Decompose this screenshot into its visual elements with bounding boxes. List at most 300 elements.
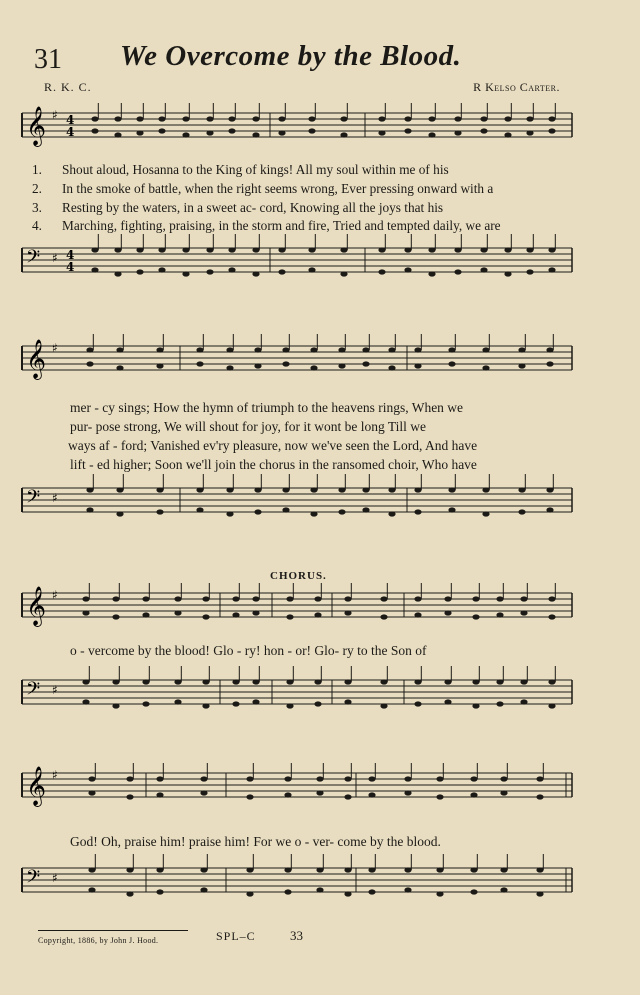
note-head bbox=[388, 487, 395, 492]
note-head bbox=[126, 867, 133, 872]
note-head bbox=[500, 887, 507, 892]
note-head bbox=[206, 130, 213, 135]
note-head bbox=[156, 867, 163, 872]
note-head bbox=[136, 116, 143, 121]
verse-text: In the smoke of battle, when the right seems wrong, Ever pressing onward with a bbox=[62, 181, 494, 196]
note-head bbox=[246, 776, 253, 781]
note-head bbox=[156, 776, 163, 781]
note-head bbox=[448, 361, 455, 366]
note-head bbox=[116, 487, 123, 492]
note-head bbox=[174, 596, 181, 601]
note-head bbox=[518, 487, 525, 492]
verse-3 bbox=[32, 200, 572, 216]
note-head bbox=[158, 128, 165, 133]
note-head bbox=[91, 116, 98, 121]
note-head bbox=[202, 703, 209, 708]
note-head bbox=[338, 363, 345, 368]
note-head bbox=[362, 507, 369, 512]
note-head bbox=[518, 347, 525, 352]
note-head bbox=[226, 365, 233, 370]
note-head bbox=[310, 347, 317, 352]
note-head bbox=[444, 699, 451, 704]
note-head bbox=[472, 679, 479, 684]
note-head bbox=[158, 267, 165, 272]
note-head bbox=[546, 347, 553, 352]
note-head bbox=[338, 509, 345, 514]
note-head bbox=[82, 699, 89, 704]
note-head bbox=[344, 679, 351, 684]
footer-rule bbox=[38, 930, 188, 931]
note-head bbox=[344, 596, 351, 601]
note-head bbox=[546, 507, 553, 512]
note-head bbox=[362, 347, 369, 352]
note-head bbox=[482, 365, 489, 370]
note-head bbox=[378, 247, 385, 252]
note-head bbox=[196, 361, 203, 366]
note-head bbox=[282, 487, 289, 492]
note-head bbox=[116, 347, 123, 352]
page-number: 33 bbox=[290, 928, 303, 943]
note-head bbox=[454, 269, 461, 274]
note-head bbox=[496, 596, 503, 601]
note-head bbox=[308, 116, 315, 121]
note-head bbox=[404, 116, 411, 121]
note-head bbox=[472, 596, 479, 601]
note-head bbox=[548, 247, 555, 252]
note-head bbox=[536, 891, 543, 896]
note-head bbox=[414, 347, 421, 352]
note-head bbox=[314, 701, 321, 706]
key-sharp-icon: ♯ bbox=[52, 768, 58, 782]
note-head bbox=[252, 247, 259, 252]
note-head bbox=[428, 132, 435, 137]
note-head bbox=[156, 347, 163, 352]
note-head bbox=[496, 612, 503, 617]
note-head bbox=[156, 889, 163, 894]
plate-code: SPL–C bbox=[216, 929, 256, 943]
bass-clef-icon: 𝄢 bbox=[26, 867, 41, 892]
note-head bbox=[378, 116, 385, 121]
note-head bbox=[206, 247, 213, 252]
note-head bbox=[378, 269, 385, 274]
note-head bbox=[278, 130, 285, 135]
note-head bbox=[278, 116, 285, 121]
treble-clef-icon: 𝄞 bbox=[26, 586, 47, 626]
note-head bbox=[284, 792, 291, 797]
verse-cont-3: ways af - ford; Vanished ev'ry pleasure, now we've seen the Lord, And have bbox=[68, 438, 478, 453]
note-head bbox=[228, 116, 235, 121]
note-head bbox=[86, 507, 93, 512]
note-head bbox=[286, 703, 293, 708]
note-head bbox=[428, 271, 435, 276]
note-head bbox=[520, 679, 527, 684]
note-head bbox=[526, 269, 533, 274]
note-head bbox=[504, 247, 511, 252]
note-head bbox=[388, 365, 395, 370]
note-head bbox=[436, 794, 443, 799]
note-head bbox=[380, 596, 387, 601]
chorus-label: CHORUS. bbox=[270, 570, 327, 582]
verse-number: 4. bbox=[32, 218, 42, 233]
note-head bbox=[368, 776, 375, 781]
note-head bbox=[414, 701, 421, 706]
note-head bbox=[500, 776, 507, 781]
note-head bbox=[88, 867, 95, 872]
note-head bbox=[472, 703, 479, 708]
note-head bbox=[158, 116, 165, 121]
note-head bbox=[142, 612, 149, 617]
key-sharp-icon: ♯ bbox=[52, 871, 58, 885]
note-head bbox=[278, 269, 285, 274]
note-head bbox=[340, 247, 347, 252]
note-head bbox=[91, 128, 98, 133]
note-head bbox=[470, 776, 477, 781]
note-head bbox=[548, 116, 555, 121]
note-head bbox=[202, 596, 209, 601]
note-head bbox=[200, 790, 207, 795]
verse-text: Shout aloud, Hosanna to the King of kings! All my soul within me of his bbox=[62, 162, 449, 177]
note-head bbox=[126, 794, 133, 799]
note-head bbox=[156, 509, 163, 514]
note-head bbox=[470, 867, 477, 872]
note-head bbox=[414, 363, 421, 368]
note-head bbox=[82, 679, 89, 684]
note-head bbox=[254, 363, 261, 368]
note-head bbox=[344, 891, 351, 896]
note-head bbox=[314, 679, 321, 684]
key-sharp-icon: ♯ bbox=[52, 108, 58, 122]
note-head bbox=[480, 116, 487, 121]
note-head bbox=[340, 132, 347, 137]
note-head bbox=[470, 889, 477, 894]
note-head bbox=[206, 116, 213, 121]
note-head bbox=[444, 596, 451, 601]
note-head bbox=[482, 487, 489, 492]
note-head bbox=[448, 347, 455, 352]
note-head bbox=[414, 596, 421, 601]
treble-clef-icon: 𝄞 bbox=[26, 339, 47, 379]
note-head bbox=[480, 267, 487, 272]
treble-clef-icon: 𝄞 bbox=[26, 106, 47, 146]
note-head bbox=[536, 867, 543, 872]
note-head bbox=[454, 247, 461, 252]
note-head bbox=[344, 794, 351, 799]
note-head bbox=[142, 679, 149, 684]
note-head bbox=[316, 867, 323, 872]
note-head bbox=[226, 487, 233, 492]
verse-cont-4: lift - ed higher; Soon we'll join the chorus in the ransomed choir, Who have bbox=[70, 457, 477, 472]
note-head bbox=[496, 701, 503, 706]
note-head bbox=[282, 361, 289, 366]
note-head bbox=[520, 596, 527, 601]
note-head bbox=[86, 487, 93, 492]
note-head bbox=[344, 610, 351, 615]
note-head bbox=[200, 776, 207, 781]
note-head bbox=[482, 347, 489, 352]
note-head bbox=[362, 361, 369, 366]
note-head bbox=[444, 610, 451, 615]
note-head bbox=[314, 596, 321, 601]
note-head bbox=[136, 269, 143, 274]
note-head bbox=[404, 128, 411, 133]
music-credit: R Kelso Carter. bbox=[473, 80, 560, 94]
note-head bbox=[182, 271, 189, 276]
note-head bbox=[174, 610, 181, 615]
key-sharp-icon: ♯ bbox=[52, 588, 58, 602]
note-head bbox=[368, 792, 375, 797]
note-head bbox=[504, 271, 511, 276]
note-head bbox=[114, 247, 121, 252]
note-head bbox=[156, 363, 163, 368]
note-head bbox=[546, 361, 553, 366]
note-head bbox=[196, 487, 203, 492]
note-head bbox=[368, 889, 375, 894]
note-head bbox=[388, 347, 395, 352]
key-sharp-icon: ♯ bbox=[52, 341, 58, 355]
note-head bbox=[88, 790, 95, 795]
note-head bbox=[536, 794, 543, 799]
note-head bbox=[362, 487, 369, 492]
note-head bbox=[340, 271, 347, 276]
note-head bbox=[206, 269, 213, 274]
note-head bbox=[252, 679, 259, 684]
note-head bbox=[380, 703, 387, 708]
note-head bbox=[88, 887, 95, 892]
note-head bbox=[316, 790, 323, 795]
note-head bbox=[404, 867, 411, 872]
note-head bbox=[404, 267, 411, 272]
note-head bbox=[470, 792, 477, 797]
time-signature-top: 4 bbox=[66, 248, 75, 262]
note-head bbox=[436, 891, 443, 896]
note-head bbox=[448, 507, 455, 512]
note-head bbox=[444, 679, 451, 684]
note-head bbox=[200, 867, 207, 872]
note-head bbox=[388, 511, 395, 516]
verse-4 bbox=[32, 218, 572, 234]
note-head bbox=[548, 128, 555, 133]
note-head bbox=[472, 614, 479, 619]
note-head bbox=[202, 614, 209, 619]
staff-system-3-treble bbox=[0, 585, 640, 635]
note-head bbox=[548, 267, 555, 272]
staff-system-4-bass bbox=[0, 860, 640, 915]
note-head bbox=[316, 776, 323, 781]
verse-1 bbox=[32, 162, 572, 178]
note-head bbox=[338, 347, 345, 352]
note-head bbox=[482, 511, 489, 516]
note-head bbox=[252, 699, 259, 704]
note-head bbox=[246, 867, 253, 872]
verse-number: 1. bbox=[32, 162, 42, 177]
note-head bbox=[548, 596, 555, 601]
note-head bbox=[546, 487, 553, 492]
note-head bbox=[114, 132, 121, 137]
hymn-title: We Overcome by the Blood. bbox=[120, 40, 462, 72]
note-head bbox=[252, 116, 259, 121]
key-sharp-icon: ♯ bbox=[52, 491, 58, 505]
note-head bbox=[232, 612, 239, 617]
staff-system-3-bass bbox=[0, 672, 640, 727]
verse-cont-1: mer - cy sings; How the hymn of triumph to the heavens rings, When we bbox=[70, 400, 464, 415]
note-head bbox=[338, 487, 345, 492]
note-head bbox=[112, 679, 119, 684]
note-head bbox=[404, 776, 411, 781]
note-head bbox=[232, 679, 239, 684]
bass-clef-icon: 𝄢 bbox=[26, 487, 41, 512]
time-signature-bottom: 4 bbox=[66, 125, 75, 139]
note-head bbox=[344, 699, 351, 704]
note-head bbox=[344, 776, 351, 781]
note-head bbox=[226, 511, 233, 516]
verse-2 bbox=[32, 181, 572, 197]
note-head bbox=[112, 703, 119, 708]
note-head bbox=[252, 271, 259, 276]
note-head bbox=[82, 596, 89, 601]
note-head bbox=[526, 116, 533, 121]
note-head bbox=[340, 116, 347, 121]
time-signature-top: 4 bbox=[66, 113, 75, 127]
note-head bbox=[232, 701, 239, 706]
staff-system-2-bass bbox=[0, 480, 640, 535]
note-head bbox=[414, 612, 421, 617]
note-head bbox=[520, 610, 527, 615]
note-head bbox=[496, 679, 503, 684]
note-head bbox=[526, 130, 533, 135]
note-head bbox=[202, 679, 209, 684]
note-head bbox=[282, 347, 289, 352]
note-head bbox=[436, 776, 443, 781]
note-head bbox=[548, 679, 555, 684]
note-head bbox=[404, 790, 411, 795]
bass-clef-icon: 𝄢 bbox=[26, 247, 41, 272]
note-head bbox=[480, 128, 487, 133]
note-head bbox=[518, 363, 525, 368]
note-head bbox=[448, 487, 455, 492]
note-head bbox=[252, 132, 259, 137]
verse-text: Resting by the waters, in a sweet ac- cord, Knowing all the joys that his bbox=[62, 200, 444, 215]
note-head bbox=[136, 130, 143, 135]
note-head bbox=[182, 116, 189, 121]
note-head bbox=[136, 247, 143, 252]
note-head bbox=[156, 487, 163, 492]
note-head bbox=[196, 347, 203, 352]
staff-system-1-bass bbox=[0, 240, 640, 295]
note-head bbox=[112, 614, 119, 619]
time-signature-bottom: 4 bbox=[66, 260, 75, 274]
note-head bbox=[278, 247, 285, 252]
note-head bbox=[252, 610, 259, 615]
note-head bbox=[182, 132, 189, 137]
note-head bbox=[82, 610, 89, 615]
note-head bbox=[88, 776, 95, 781]
note-head bbox=[86, 347, 93, 352]
note-head bbox=[282, 507, 289, 512]
note-head bbox=[86, 361, 93, 366]
note-head bbox=[504, 132, 511, 137]
note-head bbox=[254, 487, 261, 492]
note-head bbox=[284, 867, 291, 872]
note-head bbox=[310, 365, 317, 370]
note-head bbox=[196, 507, 203, 512]
note-head bbox=[308, 267, 315, 272]
note-head bbox=[228, 247, 235, 252]
note-head bbox=[246, 891, 253, 896]
staff-system-4-treble bbox=[0, 765, 640, 815]
note-head bbox=[500, 867, 507, 872]
bass-clef-icon: 𝄢 bbox=[26, 679, 41, 704]
note-head bbox=[310, 487, 317, 492]
note-head bbox=[536, 776, 543, 781]
verse-cont-2: pur- pose strong, We will shout for joy, for it wont be long Till we bbox=[70, 419, 427, 434]
note-head bbox=[126, 891, 133, 896]
verse-number: 3. bbox=[32, 200, 42, 215]
note-head bbox=[174, 679, 181, 684]
note-head bbox=[284, 889, 291, 894]
note-head bbox=[91, 247, 98, 252]
note-head bbox=[114, 116, 121, 121]
note-head bbox=[314, 612, 321, 617]
note-head bbox=[518, 509, 525, 514]
note-head bbox=[286, 596, 293, 601]
note-head bbox=[246, 794, 253, 799]
note-head bbox=[436, 867, 443, 872]
note-head bbox=[428, 247, 435, 252]
note-head bbox=[380, 614, 387, 619]
note-head bbox=[404, 887, 411, 892]
note-head bbox=[316, 887, 323, 892]
note-head bbox=[548, 703, 555, 708]
note-head bbox=[520, 699, 527, 704]
note-head bbox=[414, 487, 421, 492]
note-head bbox=[174, 699, 181, 704]
copyright: Copyright, 1886, by John J. Hood. bbox=[38, 936, 159, 945]
note-head bbox=[142, 701, 149, 706]
note-head bbox=[112, 596, 119, 601]
note-head bbox=[116, 511, 123, 516]
note-head bbox=[308, 128, 315, 133]
verse-text: Marching, fighting, praising, in the storm and fire, Tried and tempted daily, we are bbox=[62, 218, 501, 233]
chorus-line-2: God! Oh, praise him! praise him! For we o - ver- come by the blood. bbox=[70, 834, 441, 849]
key-sharp-icon: ♯ bbox=[52, 683, 58, 697]
note-head bbox=[286, 614, 293, 619]
note-head bbox=[504, 116, 511, 121]
note-head bbox=[380, 679, 387, 684]
note-head bbox=[254, 347, 261, 352]
note-head bbox=[126, 776, 133, 781]
note-head bbox=[414, 679, 421, 684]
note-head bbox=[454, 116, 461, 121]
note-head bbox=[428, 116, 435, 121]
note-head bbox=[114, 271, 121, 276]
note-head bbox=[116, 365, 123, 370]
note-head bbox=[284, 776, 291, 781]
verse-number: 2. bbox=[32, 181, 42, 196]
key-sharp-icon: ♯ bbox=[52, 251, 58, 265]
note-head bbox=[228, 267, 235, 272]
note-head bbox=[226, 347, 233, 352]
hymn-number: 31 bbox=[34, 44, 62, 75]
note-head bbox=[548, 614, 555, 619]
note-head bbox=[228, 128, 235, 133]
note-head bbox=[200, 887, 207, 892]
note-head bbox=[158, 247, 165, 252]
note-head bbox=[91, 267, 98, 272]
staff-system-2-treble bbox=[0, 338, 640, 388]
chorus-line-1: o - vercome by the blood! Glo - ry! hon - or! Glo- ry to the Son of bbox=[70, 643, 427, 658]
note-head bbox=[254, 509, 261, 514]
note-head bbox=[232, 596, 239, 601]
